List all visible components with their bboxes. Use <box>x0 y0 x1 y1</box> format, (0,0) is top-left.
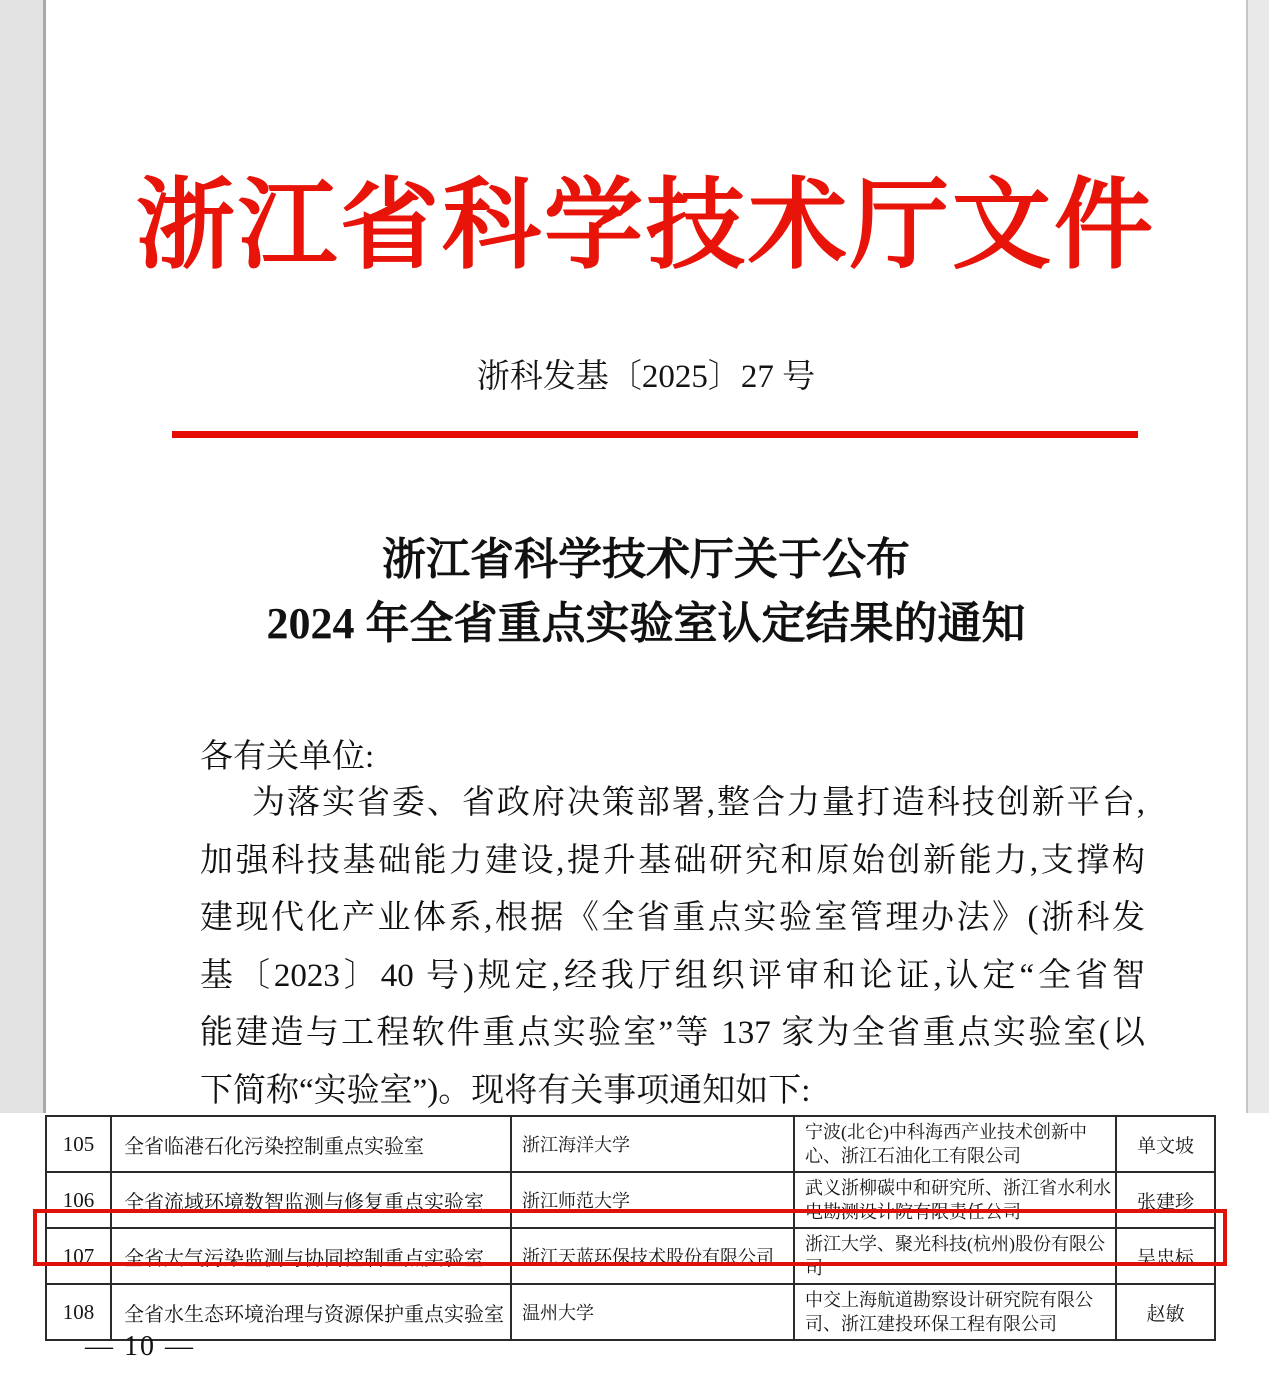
body-line: 加强科技基础能力建设,提升基础研究和原始创新能力,支撑构 <box>200 842 1145 879</box>
table-row <box>46 1172 1215 1228</box>
body-line: 基〔2023〕40 号)规定,经我厅组织评审和论证,认定“全省智 <box>200 957 1145 994</box>
document-number: 浙科发基〔2025〕27 号 <box>476 359 816 395</box>
host-unit-cell: 浙江师范大学 <box>511 1172 794 1228</box>
salutation: 各有关单位: <box>200 739 375 775</box>
red-rule-divider <box>172 431 1138 438</box>
director-cell: 单文坡 <box>1116 1116 1215 1172</box>
director-cell: 赵敏 <box>1116 1284 1215 1340</box>
lab-list-table <box>45 1115 1216 1341</box>
lab-name-cell: 全省流域环境数智监测与修复重点实验室 <box>111 1172 511 1228</box>
partner-units-cell: 浙江大学、聚光科技(杭州)股份有限公司 <box>794 1228 1116 1284</box>
director-cell: 张建珍 <box>1116 1172 1215 1228</box>
notice-title-line2: 2024 年全省重点实验室认定结果的通知 <box>266 599 1026 648</box>
table-row <box>46 1116 1215 1172</box>
partner-units-cell: 宁波(北仑)中科海西产业技术创新中心、浙江石油化工有限公司 <box>794 1116 1116 1172</box>
row-number-cell: 108 <box>46 1284 111 1340</box>
left-desk-strip <box>0 0 46 1113</box>
director-cell: 吴忠标 <box>1116 1228 1215 1284</box>
table-row <box>46 1284 1215 1340</box>
lab-name-cell: 全省大气污染监测与协同控制重点实验室 <box>111 1228 511 1284</box>
row-number-cell: 106 <box>46 1172 111 1228</box>
host-unit-cell: 浙江海洋大学 <box>511 1116 794 1172</box>
body-line: 建现代化产业体系,根据《全省重点实验室管理办法》(浙科发 <box>200 900 1145 936</box>
notice-title <box>46 528 1246 656</box>
body-line: 为落实省委、省政府决策部署,整合力量打造科技创新平台, <box>252 785 1145 821</box>
body-paragraph <box>200 775 1145 1120</box>
body-line: 能建造与工程软件重点实验室”等 137 家为全省重点实验室(以 <box>200 1015 1145 1051</box>
notice-title-line1: 浙江省科学技术厅关于公布 <box>382 535 910 584</box>
page-content <box>46 0 1246 1113</box>
lab-name-cell: 全省临港石化污染控制重点实验室 <box>111 1116 511 1172</box>
host-unit-cell: 浙江天蓝环保技术股份有限公司 <box>511 1228 794 1284</box>
table-row-highlighted <box>46 1228 1215 1284</box>
lab-list-table-section <box>0 1113 1269 1386</box>
letterhead-title: 浙江省科学技术厅文件 <box>136 172 1156 281</box>
row-number-cell: 107 <box>46 1228 111 1284</box>
partner-units-cell: 武义浙柳碳中和研究所、浙江省水利水电勘测设计院有限责任公司 <box>794 1172 1116 1228</box>
row-number-cell: 105 <box>46 1116 111 1172</box>
page-number: — 10 — <box>85 1331 195 1362</box>
lab-name-cell: 全省水生态环境治理与资源保护重点实验室 <box>111 1284 511 1340</box>
partner-units-cell: 中交上海航道勘察设计研究院有限公司、浙江建投环保工程有限公司 <box>794 1284 1116 1340</box>
body-line: 下简称“实验室”)。现将有关事项通知如下: <box>200 1072 811 1109</box>
right-desk-strip <box>1246 0 1269 1113</box>
host-unit-cell: 温州大学 <box>511 1284 794 1340</box>
